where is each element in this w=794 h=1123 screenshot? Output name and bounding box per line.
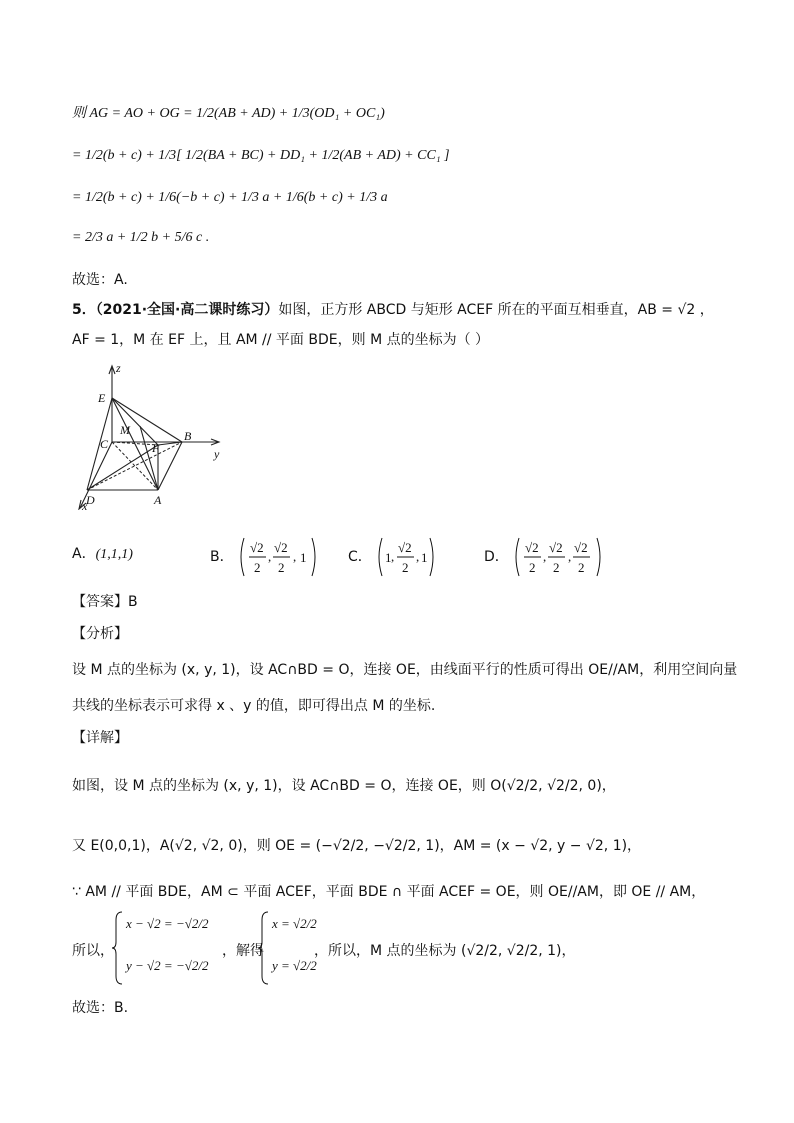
svg-text:,: , <box>568 549 572 564</box>
sys2-eq-a: x = √2/2 <box>272 916 317 931</box>
label-A: A <box>154 493 162 507</box>
option-b-math <box>238 536 318 578</box>
svg-text:√2: √2 <box>549 540 563 555</box>
problem-source: 5．（2021·全国·高二课时练习） <box>72 302 279 318</box>
option-c: C． 1 , √2 2 , 1 <box>348 536 436 578</box>
label-E: E <box>98 391 106 405</box>
option-a: A．(1,1,1) <box>72 546 133 562</box>
svg-text:1: 1 <box>421 550 428 565</box>
svg-text:,: , <box>293 549 297 564</box>
label-y: y <box>214 447 220 461</box>
sys2-eq-b: y = √2/2 <box>272 958 317 973</box>
svg-text:1: 1 <box>300 550 307 565</box>
top-choice: 故选：A. <box>72 272 128 288</box>
top-line-1: 则 AG = AO + OG = 1/2(AB + AD) + 1/3(OD₁ + OC₁) <box>72 106 385 121</box>
svg-text:2: 2 <box>254 560 261 575</box>
brace-2 <box>258 910 270 986</box>
svg-text:2: 2 <box>278 560 285 575</box>
detail-tag: 【详解】 <box>72 730 128 746</box>
svg-text:√2: √2 <box>250 540 264 555</box>
edge-EF <box>112 398 158 445</box>
svg-text:,: , <box>391 549 395 564</box>
svg-text:√2: √2 <box>574 540 588 555</box>
sys1-eq-b: y − √2 = −√2/2 <box>126 958 209 973</box>
label-M: M <box>120 423 130 437</box>
label-C: C <box>100 437 109 451</box>
detail-line-3: ∵ AM // 平面 BDE，AM ⊂ 平面 ACEF，平面 BDE ∩ 平面 ACEF = OE，则 OE//AM，即 OE // AM， <box>72 884 706 900</box>
problem-text-a: 如图，正方形 ABCD 与矩形 ACEF 所在的平面互相垂直，AB = √2 ， <box>278 302 714 318</box>
svg-text:,: , <box>416 549 420 564</box>
top-line-2: = 1/2(b + c) + 1/3[ 1/2(BA + BC) + DD₁ + 1/2(AB + AD) + CC₁ ] <box>72 148 450 163</box>
svg-text:2: 2 <box>529 560 536 575</box>
svg-text:2: 2 <box>402 560 409 575</box>
svg-text:1: 1 <box>385 550 392 565</box>
label-x: x <box>82 499 88 510</box>
svg-text:√2: √2 <box>274 540 288 555</box>
svg-text:√2: √2 <box>398 540 412 555</box>
solve-label: ，解得 <box>222 943 264 959</box>
option-d: D． √2 2 , √2 2 , √2 2 <box>484 536 603 578</box>
problem-line-1 <box>72 300 714 320</box>
label-B: B <box>184 429 192 443</box>
final-choice: 故选：B. <box>72 1000 129 1016</box>
analysis-line-2: 共线的坐标表示可求得 x 、y 的值，即可得出点 M 的坐标. <box>72 698 436 714</box>
option-c-math <box>376 536 436 578</box>
edge-AB <box>158 442 182 490</box>
top-line-4: = 2/3 a + 1/2 b + 5/6 c . <box>72 230 210 245</box>
result-text: ，所以，M 点的坐标为 (√2/2, √2/2, 1)， <box>314 943 576 959</box>
analysis-line-1: 设 M 点的坐标为 (x, y, 1)，设 AC∩BD = O，连接 OE，由线面平行的性质可得出 OE//AM，利用空间向量 <box>72 662 738 678</box>
svg-text:,: , <box>543 549 547 564</box>
geometry-figure <box>68 360 238 510</box>
option-b: B． √2 2 , √2 2 , 1 <box>210 536 318 578</box>
svg-text:2: 2 <box>578 560 585 575</box>
svg-text:√2: √2 <box>525 540 539 555</box>
sys1-eq-a: x − √2 = −√2/2 <box>126 916 209 931</box>
label-D: D <box>86 493 95 507</box>
analysis-tag: 【分析】 <box>72 626 128 642</box>
answer-tag: 【答案】B <box>72 594 138 610</box>
label-z: z <box>116 361 121 375</box>
option-d-math <box>513 536 603 578</box>
detail-line-1: 如图，设 M 点的坐标为 (x, y, 1)，设 AC∩BD = O，连接 OE，则 O(√2/2, √2/2, 0)， <box>72 778 616 794</box>
equation-system-1 <box>112 910 224 986</box>
problem-line-2: AF = 1，M 在 EF 上，且 AM // 平面 BDE，则 M 点的坐标为（ ） <box>72 332 490 348</box>
svg-text:2: 2 <box>553 560 560 575</box>
top-line-3: = 1/2(b + c) + 1/6(−b + c) + 1/3 a + 1/6(b + c) + 1/3 a <box>72 190 388 205</box>
detail-line-2: 又 E(0,0,1)，A(√2, √2, 0)，则 OE = (−√2/2, −√2/2, 1)，AM = (x − √2, y − √2, 1)， <box>72 838 642 854</box>
label-F: F <box>152 441 160 455</box>
svg-text:,: , <box>268 549 272 564</box>
brace-1 <box>112 910 124 986</box>
so-label-1: 所以， <box>72 943 114 959</box>
